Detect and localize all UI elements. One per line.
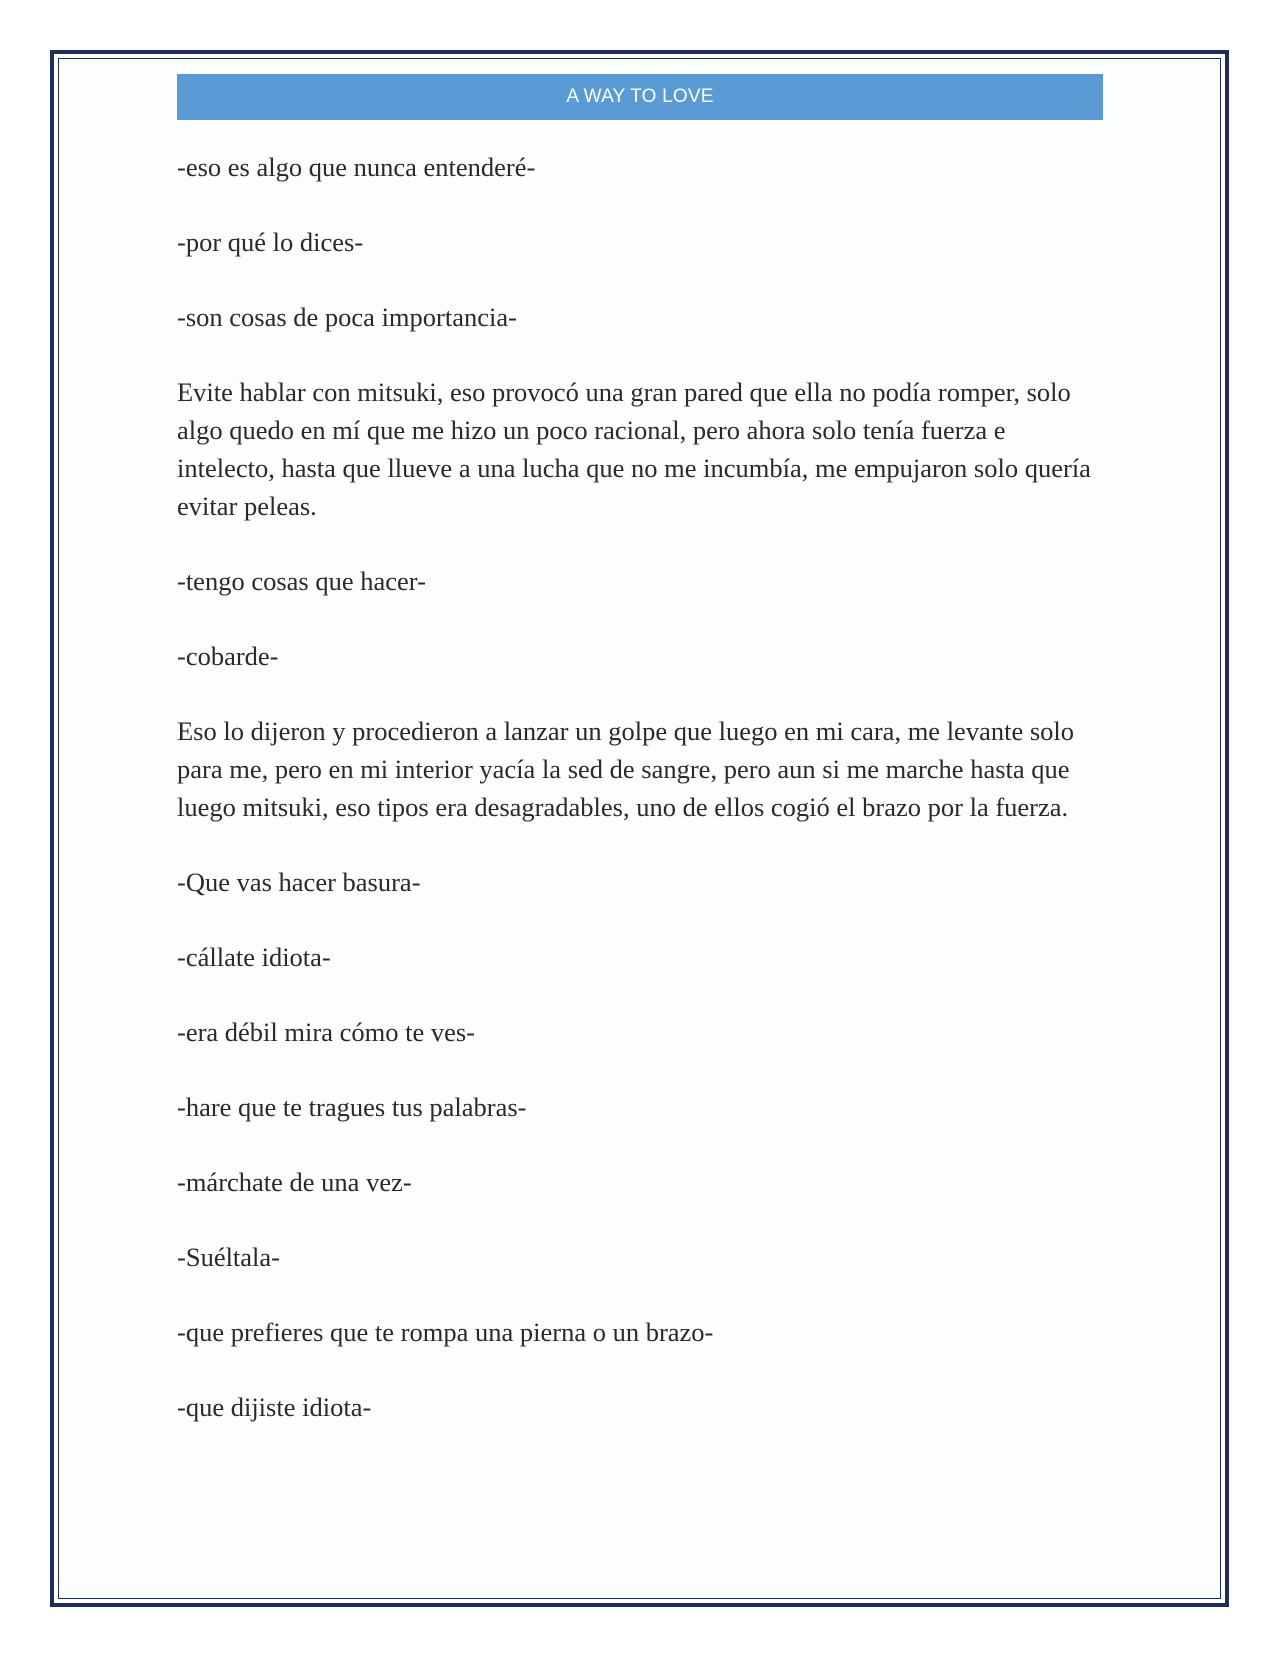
dialogue-line: -son cosas de poca importancia-: [177, 302, 517, 332]
dialogue-line: -eso es algo que nunca entenderé-: [177, 152, 536, 182]
header-title: A WAY TO LOVE: [566, 86, 714, 107]
dialogue-line: -tengo cosas que hacer-: [177, 566, 426, 596]
dialogue-line: -cállate idiota-: [177, 942, 331, 972]
dialogue-line: -Que vas hacer basura-: [177, 867, 421, 897]
dialogue-line: -que prefieres que te rompa una pierna o un brazo-: [177, 1317, 714, 1347]
dialogue-line: -hare que te tragues tus palabras-: [177, 1092, 527, 1122]
document-body: [177, 148, 1107, 1463]
narrative-paragraph: Evite hablar con mitsuki, eso provocó una gran pared que ella no podía romper, solo algo quedo en mí que me hizo un poco racional, pero ahora solo tenía fuerza e intelecto, hasta que llueve a una lucha que no me incumbía, me empujaron solo quería evitar peleas.: [177, 377, 1091, 521]
dialogue-line: -que dijiste idiota-: [177, 1392, 372, 1422]
dialogue-line: -cobarde-: [177, 641, 279, 671]
dialogue-line: -Suéltala-: [177, 1242, 281, 1272]
dialogue-line: -era débil mira cómo te ves-: [177, 1017, 475, 1047]
narrative-paragraph: Eso lo dijeron y procedieron a lanzar un golpe que luego en mi cara, me levante solo para me, pero en mi interior yacía la sed de sangre, pero aun si me marche hasta que luego mitsuki, eso tipos era desagradables, uno de ellos cogió el brazo por la fuerza.: [177, 716, 1075, 822]
dialogue-line: -márchate de una vez-: [177, 1167, 412, 1197]
header-title-bar: [177, 74, 1103, 120]
dialogue-line: -por qué lo dices-: [177, 227, 364, 257]
